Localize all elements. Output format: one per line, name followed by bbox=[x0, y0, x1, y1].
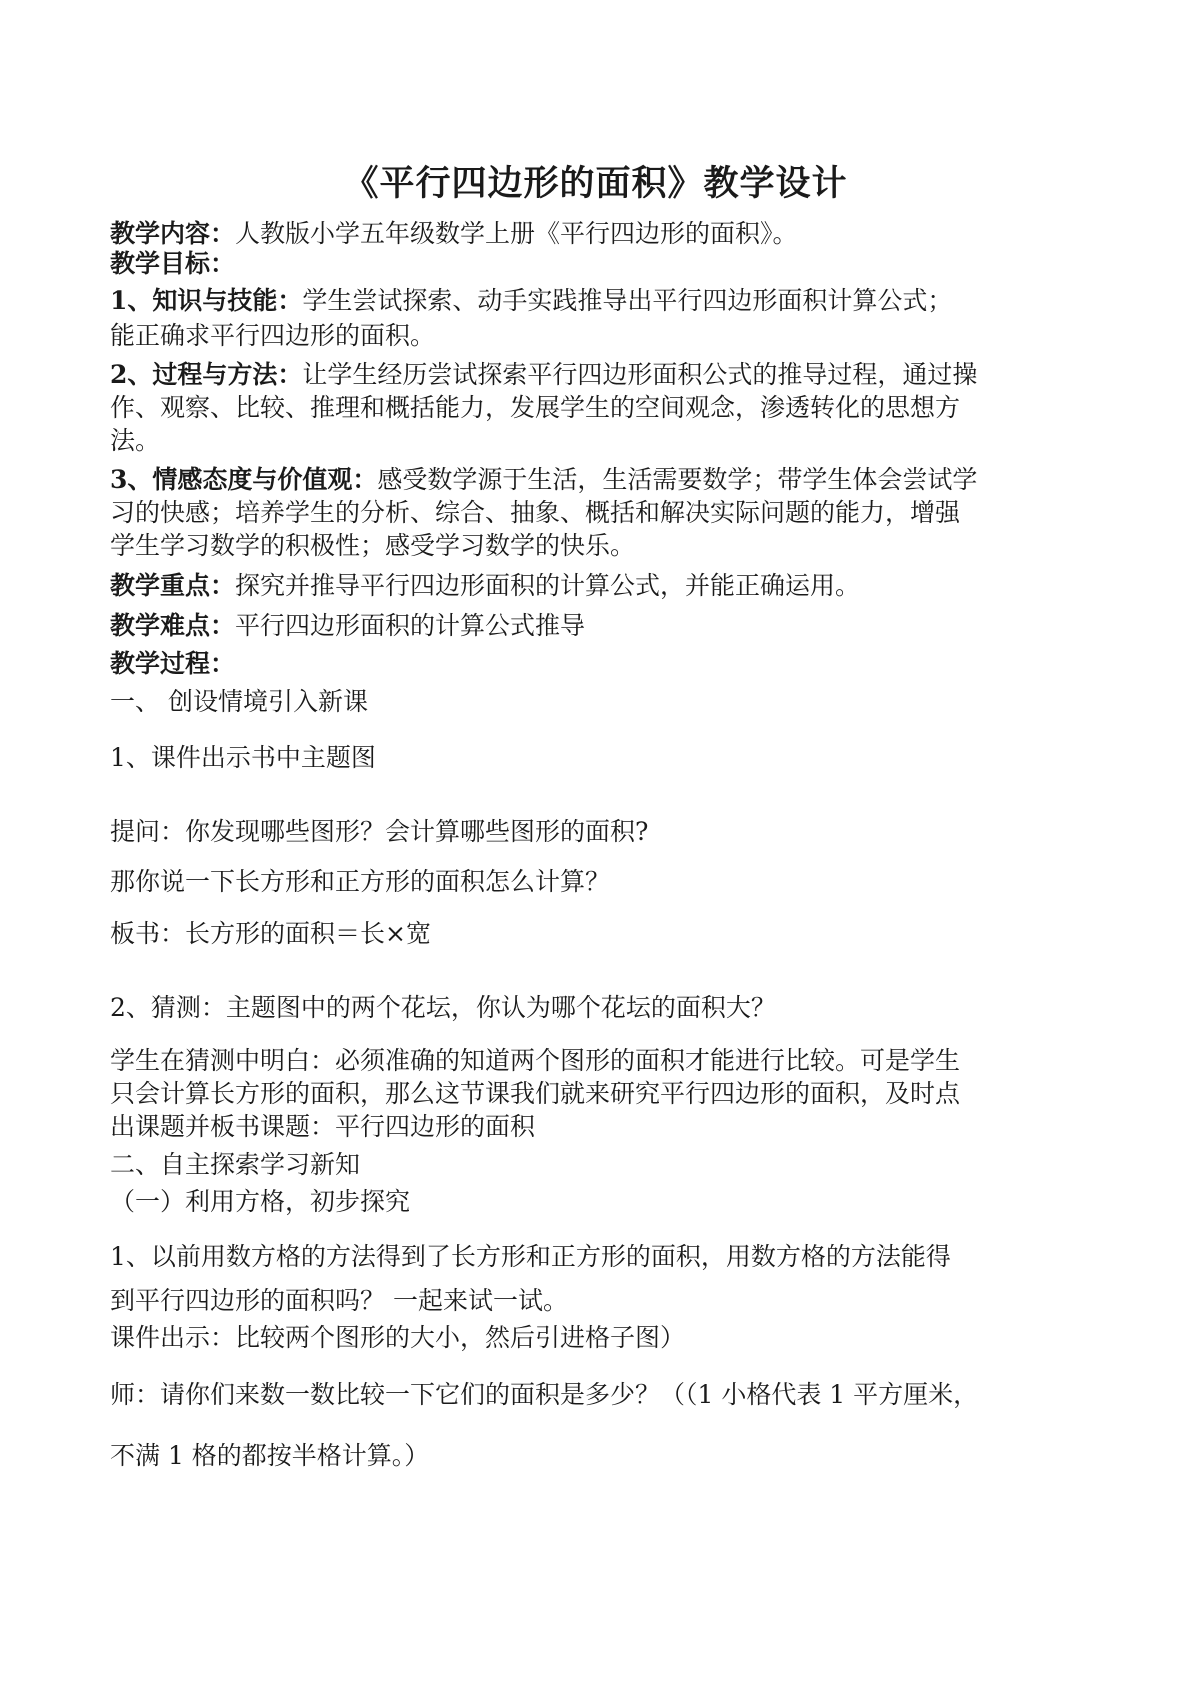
objective3-line1: 3、情感态度与价值观：感受数学源于生活，生活需要数学；带学生体会尝试学 bbox=[110, 465, 978, 494]
sub1-heading: （一）利用方格，初步探究 bbox=[110, 1187, 411, 1216]
key-point-label: 教学重点： bbox=[110, 571, 236, 600]
key-point-line: 教学重点：探究并推导平行四边形面积的计算公式，并能正确运用。 bbox=[110, 571, 861, 600]
objective2-line1: 2、过程与方法：让学生经历尝试探索平行四边形面积公式的推导过程，通过操 bbox=[110, 360, 978, 389]
difficulty-label: 教学难点： bbox=[110, 611, 236, 640]
teacher-line2: 不满 1 格的都按半格计算。） bbox=[110, 1441, 430, 1470]
para1-line1: 学生在猜测中明白：必须准确的知道两个图形的面积才能进行比较。可是学生 bbox=[110, 1046, 961, 1075]
para1-line2: 只会计算长方形的面积，那么这节课我们就来研究平行四边形的面积，及时点 bbox=[110, 1079, 961, 1108]
document-title: 《平行四边形的面积》教学设计 bbox=[343, 163, 848, 204]
para1-line3: 出课题并板书课题：平行四边形的面积 bbox=[110, 1112, 536, 1141]
step2-line: 2、猜测：主题图中的两个花坛，你认为哪个花坛的面积大？ bbox=[110, 993, 776, 1022]
objective2-line3: 法。 bbox=[110, 426, 161, 455]
courseware-line: 课件出示：比较两个图形的大小，然后引进格子图） bbox=[110, 1323, 686, 1352]
objective1-line1: 1、知识与技能：学生尝试探索、动手实践推导出平行四边形面积计算公式； bbox=[110, 286, 953, 315]
objective2-label: 2、过程与方法： bbox=[110, 360, 303, 389]
section2-heading: 二、自主探索学习新知 bbox=[110, 1150, 361, 1179]
objectives-label: 教学目标： bbox=[110, 249, 236, 278]
process-label: 教学过程： bbox=[110, 649, 236, 678]
objective1-label: 1、知识与技能： bbox=[110, 286, 303, 315]
objective3-line3: 学生学习数学的积极性；感受学习数学的快乐。 bbox=[110, 531, 636, 560]
difficulty-line: 教学难点：平行四边形面积的计算公式推导 bbox=[110, 611, 586, 640]
question1-line: 提问：你发现哪些图形？会计算哪些图形的面积? bbox=[110, 817, 649, 846]
step3-line2: 到平行四边形的面积吗？ 一起来试一试。 bbox=[110, 1286, 568, 1315]
step3-line1: 1、以前用数方格的方法得到了长方形和正方形的面积，用数方格的方法能得 bbox=[110, 1242, 951, 1271]
question2-line: 那你说一下长方形和正方形的面积怎么计算？ bbox=[110, 867, 611, 896]
teaching-content-line bbox=[110, 218, 1100, 250]
teacher-line1: 师：请你们来数一数比较一下它们的面积是多少？（（1 小格代表 1 平方厘米， bbox=[110, 1380, 979, 1409]
teaching-content-text: 人教版小学五年级数学上册《平行四边形的面积》。 bbox=[235, 219, 798, 248]
objective3-line2: 习的快感；培养学生的分析、综合、抽象、概括和解决实际问题的能力，增强 bbox=[110, 498, 961, 527]
objective2-line2: 作、观察、比较、推理和概括能力，发展学生的空间观念，渗透转化的思想方 bbox=[110, 393, 961, 422]
objective3-label: 3、情感态度与价值观： bbox=[110, 465, 378, 494]
teaching-content-label: 教学内容： bbox=[110, 219, 236, 248]
board1-line: 板书：长方形的面积＝长×宽 bbox=[110, 919, 431, 948]
section1-heading: 一、 创设情境引入新课 bbox=[110, 687, 368, 716]
step1-line: 1、课件出示书中主题图 bbox=[110, 743, 376, 772]
objective1-line2: 能正确求平行四边形的面积。 bbox=[110, 321, 436, 350]
